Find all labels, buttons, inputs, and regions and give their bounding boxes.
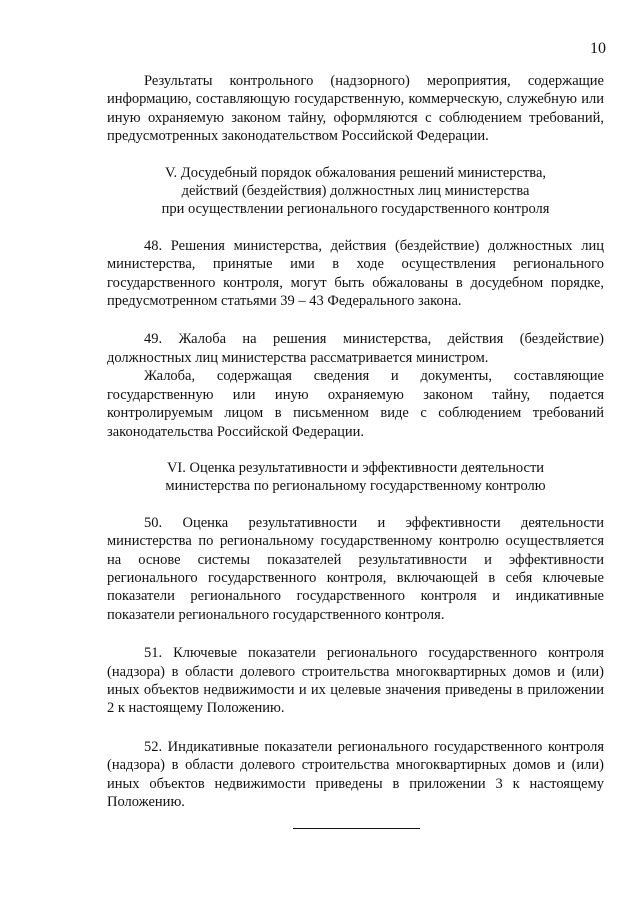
- section-vi-heading: [107, 459, 604, 496]
- section-v-heading: [107, 164, 604, 219]
- paragraph-48: 48. Решения министерства, действия (бездействие) должностных лиц министерства, принятые ими в ходе осуществления регионального государственного контроля, могут быть обжалованы в досудебном порядке, предусмотренном статьями 39 – 43 Федерального закона.: [107, 237, 604, 310]
- paragraph-49-continued: Жалоба, содержащая сведения и документы, составляющие государственную или иную охраняемую законом тайну, подается контролируемым лицом в письменном виде с соблюдением требований законодательства Российской Федерации.: [107, 368, 604, 440]
- paragraph-50: 50. Оценка результативности и эффективности деятельности министерства по региональному государственному контролю осуществляется на основе системы показателей результативности и эффективности регионального государственного контроля, включающей в себя ключевые показатели регионального государственного контроля и индикативные показатели регионального государственного контроля.: [107, 514, 604, 623]
- document-body: [107, 72, 604, 811]
- section-v-title-line-3: при осуществлении регионального государственного контроля: [161, 201, 550, 218]
- page-number: 10: [590, 40, 606, 57]
- section-vi-title-line-2: министерства по региональному государственному контролю: [165, 478, 546, 495]
- paragraph-51: 51. Ключевые показатели регионального государственного контроля (надзора) в области долевого строительства многоквартирных домов и (или) иных объектов недвижимости и их целевые значения приведены в приложении 2 к настоящему Положению.: [107, 645, 604, 717]
- section-vi-title-line-1: VI. Оценка результативности и эффективности деятельности: [166, 459, 545, 476]
- intro-paragraph: Результаты контрольного (надзорного) мероприятия, содержащие информацию, составляющую государственную, коммерческую, служебную или иную охраняемую законом тайну, оформляются с соблюдением требований, предусмотренных законодательством Российской Федерации.: [107, 73, 604, 145]
- section-v-title-line-2: действий (бездействия) должностных лиц министерства: [181, 183, 530, 200]
- paragraph-49: 49. Жалоба на решения министерства, действия (бездействие) должностных лиц министерства рассматривается министром.: [107, 331, 604, 366]
- end-divider-line: [293, 828, 420, 829]
- paragraph-52: 52. Индикативные показатели регионального государственного контроля (надзора) в области долевого строительства многоквартирных домов и (или) иных объектов недвижимости приведены в приложении 3 к настоящему Положению.: [107, 738, 604, 810]
- section-v-title-line-1: V. Досудебный порядок обжалования решений министерства,: [164, 164, 547, 181]
